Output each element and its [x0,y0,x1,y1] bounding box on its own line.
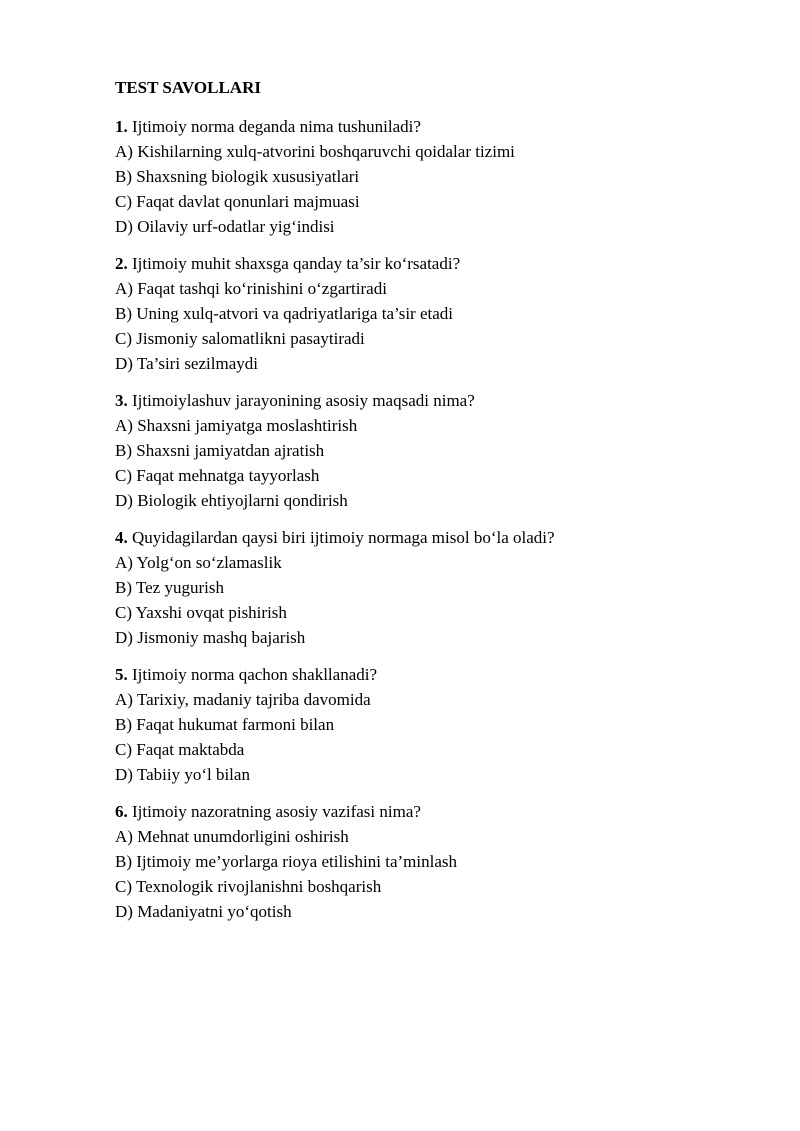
question-3 [115,388,755,513]
answer-option-d: D) Oilaviy urf-odatlar yig‘indisi [115,217,335,236]
answer-option-d: D) Ta’siri sezilmaydi [115,354,258,373]
answer-option-a: A) Kishilarning xulq-atvorini boshqaruvchi qoidalar tizimi [115,142,515,161]
answer-option-b: B) Uning xulq-atvori va qadriyatlariga ta’sir etadi [115,304,454,323]
answer-option-a: A) Shaxsni jamiyatga moslashtirish [115,416,358,435]
question-text [115,525,755,550]
question-text [115,114,755,139]
answer-option-b: B) Shaxsni jamiyatdan ajratish [115,441,325,460]
question-number: 3. [115,391,128,410]
answer-option-a: A) Tarixiy, madaniy tajriba davomida [115,690,371,709]
answer-option-b: B) Tez yugurish [115,578,224,597]
answer-option-c: C) Faqat mehnatga tayyorlash [115,466,320,485]
question-text [115,799,755,824]
answer-option-a: A) Faqat tashqi ko‘rinishini o‘zgartiradi [115,279,387,298]
question-number: 2. [115,254,128,273]
question-text [115,662,755,687]
answer-option-b: B) Faqat hukumat farmoni bilan [115,715,335,734]
answer-option-a: A) Yolg‘on so‘zlamaslik [115,553,282,572]
question-stem: Ijtimoiy muhit shaxsga qanday ta’sir ko‘rsatadi? [132,254,461,273]
answer-option-a: A) Mehnat unumdorligini oshirish [115,827,349,846]
question-text [115,251,755,276]
document-page [115,77,755,936]
question-stem: Ijtimoiy norma deganda nima tushuniladi? [132,117,421,136]
answer-option-c: C) Faqat davlat qonunlari majmuasi [115,192,360,211]
answer-option-d: D) Madaniyatni yo‘qotish [115,902,292,921]
question-1 [115,114,755,239]
answer-option-d: D) Biologik ehtiyojlarni qondirish [115,491,348,510]
question-4 [115,525,755,650]
answer-option-c: C) Texnologik rivojlanishni boshqarish [115,877,382,896]
answer-option-c: C) Yaxshi ovqat pishirish [115,603,287,622]
question-6 [115,799,755,924]
question-stem: Quyidagilardan qaysi biri ijtimoiy normaga misol bo‘la oladi? [132,528,555,547]
question-stem: Ijtimoiy norma qachon shakllanadi? [132,665,378,684]
question-number: 6. [115,802,128,821]
answer-option-b: B) Ijtimoiy me’yorlarga rioya etilishini ta’minlash [115,852,457,871]
document-title: TEST SAVOLLARI [115,78,261,97]
question-number: 5. [115,665,128,684]
answer-option-c: C) Jismoniy salomatlikni pasaytiradi [115,329,365,348]
answer-option-d: D) Tabiiy yo‘l bilan [115,765,250,784]
answer-option-b: B) Shaxsning biologik xususiyatlari [115,167,360,186]
question-number: 1. [115,117,128,136]
question-5 [115,662,755,787]
question-stem: Ijtimoiy nazoratning asosiy vazifasi nima? [132,802,421,821]
question-stem: Ijtimoiylashuv jarayonining asosiy maqsadi nima? [132,391,475,410]
question-text [115,388,755,413]
answer-option-c: C) Faqat maktabda [115,740,245,759]
question-2 [115,251,755,376]
answer-option-d: D) Jismoniy mashq bajarish [115,628,306,647]
question-number: 4. [115,528,128,547]
